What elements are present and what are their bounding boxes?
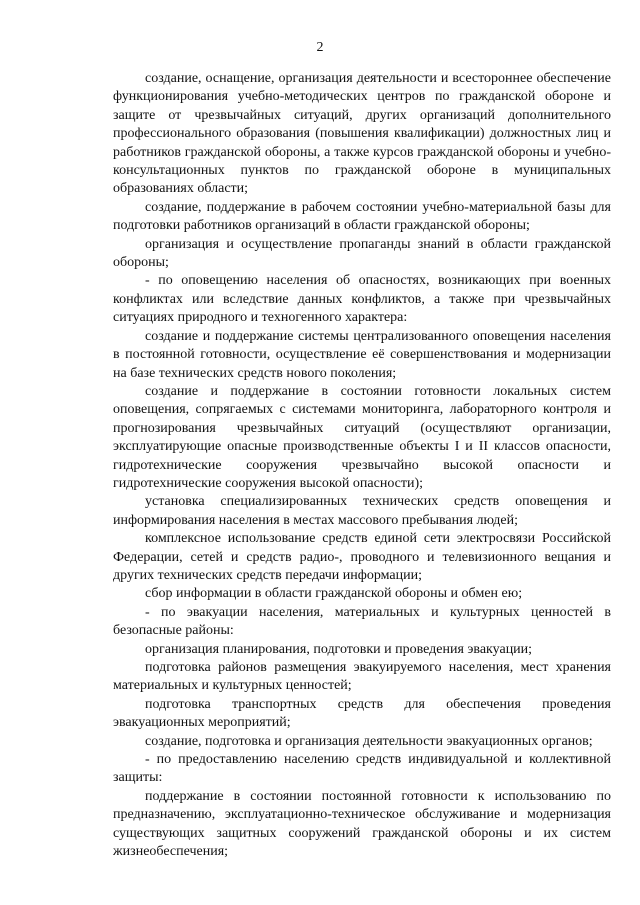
paragraph: - по эвакуации населения, материальных и культурных ценностей в безопасные районы: — [113, 604, 611, 639]
paragraph: создание и поддержание системы централизованного оповещения населения в постоянной готовности, осуществление её совершенствования и модернизации на базе технических средств нового поколения; — [113, 328, 611, 381]
page-number: 2 — [316, 40, 324, 55]
paragraph: создание, оснащение, организация деятельности и всестороннее обеспечение функционирования учебно-методических центров по гражданской обороне и защите от чрезвычайных ситуаций, других организаций дополнительного профессионального образования (повышения квалификации) должностных лиц и работников гражданской обороны, а также курсов гражданской обороны и учебно-консультационных пунктов по гражданской обороне в муниципальных образованиях области; — [113, 71, 611, 197]
paragraph: создание, поддержание в рабочем состоянии учебно-материальной базы для подготовки работников организаций в области гражданской обороны; — [113, 199, 611, 234]
paragraph: поддержание в состоянии постоянной готовности к использованию по предназначению, эксплуатационно-техническое обслуживание и модернизация существующих защитных сооружений гражданской обороны и их систем жизнеобеспечения; — [113, 788, 611, 860]
paragraph: - по предоставлению населению средств индивидуальной и коллективной защиты: — [113, 752, 611, 786]
paragraph: комплексное использование средств единой сети электросвязи Российской Федерации, сетей и средств радио-, проводного и телевизионного вещания и других технических средств передачи информации; — [113, 531, 611, 583]
paragraph: сбор информации в области гражданской обороны и обмен ею; — [145, 586, 523, 602]
document-body — [113, 70, 611, 861]
paragraph: создание, подготовка и организация деятельности эвакуационных органов; — [145, 733, 593, 749]
paragraph: подготовка районов размещения эвакуируемого населения, мест хранения материальных и культурных ценностей; — [113, 660, 611, 694]
paragraph: - по оповещению населения об опасностях, возникающих при военных конфликтах или вследствие данных конфликтов, а также при чрезвычайных ситуациях природного и техногенного характера: — [113, 273, 611, 326]
paragraph: подготовка транспортных средств для обеспечения проведения эвакуационных мероприятий; — [113, 696, 611, 731]
paragraph: организация и осуществление пропаганды знаний в области гражданской обороны; — [113, 236, 611, 271]
paragraph: организация планирования, подготовки и проведения эвакуации; — [145, 641, 533, 657]
paragraph: создание и поддержание в состоянии готовности локальных систем оповещения, сопрягаемых с системами мониторинга, лабораторного контроля и прогнозирования чрезвычайных ситуаций (осуществляют организации, эксплуатирующие опасные производственные объекты I и II классов опасности, гидротехнические сооружения чрезвычайно высокой опасности и гидротехнические сооружения высокой опасности); — [113, 383, 611, 491]
paragraph: установка специализированных технических средств оповещения и информирования населения в местах массового пребывания людей; — [113, 494, 611, 528]
